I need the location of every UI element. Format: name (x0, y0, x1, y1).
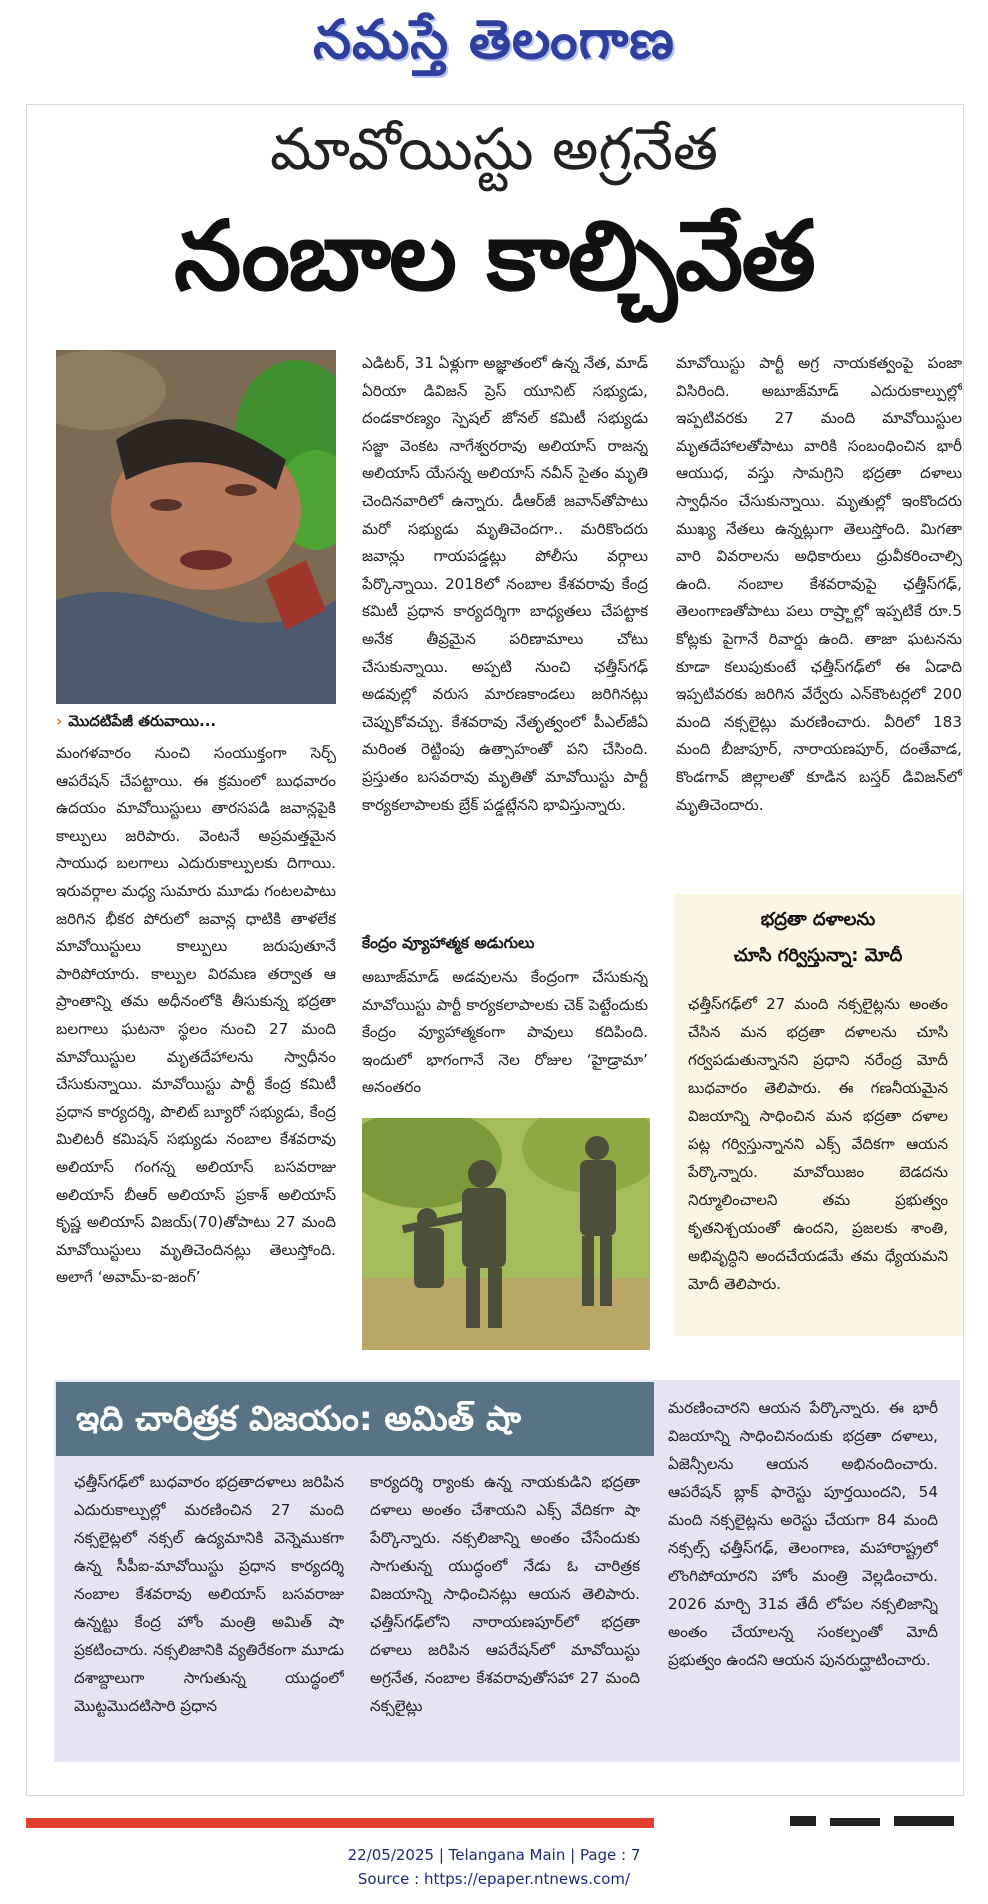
photo-caption (56, 708, 336, 734)
article-headline: నంబాల కాల్చివేత (174, 200, 814, 312)
modi-sidebar-body: ఛత్తీస్‌గఢ్‌లో 27 మంది నక్సలైట్లను అంతం చేసిన మన భద్రతా దళాలను చూసి గర్వపడుతున్నానని ప్రధాని నరేంద్ర మోదీ బుధవారం తెలిపారు. ఈ గణనీయమైన విజయాన్ని సాధించిన మన భద్రతా దళాల పట్ల గర్విస్తున్నానని ఎక్స్ వేదికగా ఆయన పేర్కొన్నారు. మావోయిజం బెడదను నిర్మూలించాలని తమ ప్రభుత్వం కృతనిశ్చయంతో ఉందని, ప్రజలకు శాంతి, అభివృద్ధిని అందచేయడమే తమ ధ్యేయమని మోదీ తెలిపారు. (688, 995, 948, 1293)
masthead (0, 0, 988, 78)
amit-shah-title: ఇది చారిత్రక విజయం: అమిత్ షా (76, 1399, 521, 1439)
article-column-2b (362, 964, 648, 1108)
modi-sidebar (674, 894, 962, 1336)
article-column-3-text: మావోయిస్టు పార్టీ అగ్ర నాయకత్వంపై పంజా విసిరింది. అబూజ్‌మాడ్ ఎదురుకాల్పుల్లో ఇప్పటివరకు 27 మంది మావోయిస్టుల మృతదేహాలతోపాటు వారికి సంబంధించిన భారీ ఆయుధ, వస్తు సామగ్రిని భద్రతా దళాలు స్వాధీనం చేసుకున్నాయి. మృతుల్లో ఇంకొందరు ముఖ్య నేతలు ఉన్నట్లుగా తెలుస్తోంది. మిగతా వారి వివరాలను అధికారులు ధ్రువీకరించాల్సి ఉంది. నంబాల కేశవరావుపై ఛత్తీస్‌గఢ్, తెలంగాణతోపాటు పలు రాష్ర్టాల్లో ఇప్పటికే రూ.5 కోట్లకు పైగానే రివార్డు ఉంది. తాజా ఘటనను కూడా కలుపుకుంటే ఛత్తీస్‌గఢ్‌లో ఈ ఏడాది ఇప్పటివరకు జరిగిన వేర్వేరు ఎన్‌కౌంటర్లలో 200 మంది నక్సలైట్లు మరణించారు. వీరిలో 183 మంది బీజాపూర్, నారాయణపూర్, దంతేవాడ, కొండగావ్ జిల్లాలతో కూడిన బస్తర్ డివిజన్‌లో మృతిచెందారు. (676, 354, 962, 814)
photo-caption-text: మొదటిపేజీ తరువాయి... (68, 712, 217, 730)
section-subhead: కేంద్రం వ్యూహాత్మక అడుగులు (362, 934, 535, 952)
amit-column-2 (370, 1468, 640, 1758)
cropped-heading-fragment (790, 1810, 960, 1828)
modi-title-line1: భద్రతా దళాలను (760, 909, 876, 930)
amit-column-2-text: కార్యదర్శి ర్యాంకు ఉన్న నాయకుడిని భద్రతా దళాలు అంతం చేశాయని ఎక్స్ వేదికగా షా పేర్కొన్నారు. నక్సలిజాన్ని అంతం చేసేందుకు సాగుతున్న యుద్ధంలో నేడు ఓ చారిత్రక విజయాన్ని సాధించినట్లు ఆయన తెలిపారు. ఛత్తీస్‌గఢ్‌లోని నారాయణపూర్‌లో భద్రతా దళాలు జరిపిన ఆపరేషన్‌లో మావోయిస్టు అగ్రనేత, నంబాల కేశవరావుతోసహా 27 మంది నక్సలైట్లు (370, 1473, 640, 1715)
amit-shah-banner (56, 1382, 654, 1456)
article-column-1 (56, 740, 336, 1340)
article-kicker: మావోయిస్టు అగ్రనేత (269, 115, 719, 183)
bottom-red-rule (26, 1818, 654, 1828)
amit-column-1 (74, 1468, 344, 1758)
footer-source-line: Source : https://epaper.ntnews.com/ (357, 1870, 631, 1888)
footer-date-line: 22/05/2025 | Telangana Main | Page : 7 (347, 1846, 641, 1864)
chevron-right-icon: › (56, 712, 63, 730)
amit-column-1-text: ఛత్తీస్‌గఢ్‌లో బుధవారం భద్రతాదళాలు జరిపిన ఎదురుకాల్పుల్లో మరణించిన 27 మంది నక్సలైట్లలో నక్సల్ ఉద్యమానికి వెన్నెముకగా ఉన్న సీపీఐ-మావోయిస్టు ప్రధాన కార్యదర్శి నంబాల కేశవరావు అలియాస్ బసవరాజు ఉన్నట్టు కేంద్ర హోం మంత్రి అమిత్ షా ప్రకటించారు. నక్సలిజానికి వ్యతిరేకంగా మూడు దశాబ్దాలుగా సాగుతున్న యుద్ధంలో మొట్టమొదటిసారి ప్రధాన (74, 1473, 344, 1715)
article-column-2 (362, 350, 648, 914)
masthead-title: నమస్తే తెలంగాణ (313, 7, 675, 71)
modi-sidebar-title (674, 894, 962, 974)
article-column-2-text: ఎడిటర్, 31 ఏళ్లుగా అజ్ఞాతంలో ఉన్న నేత, మాడ్ ఏరియా డివిజన్ ప్రెస్ యూనిట్ సభ్యుడు, దండకారణ్యం స్పెషల్ జోనల్ కమిటీ సభ్యుడు సజ్జా వెంకట నాగేశ్వరరావు అలియాస్ రాజన్న అలియాస్ యేసన్న అలియాస్ నవీన్ సైతం మృతి చెందినవారిలో ఉన్నారు. డీఆర్‌జీ జవాన్‌తోపాటు మరో సభ్యుడు మృతిచెందగా.. మరికొందరు జవాన్లు గాయపడ్డట్లు పోలీసు వర్గాలు పేర్కొన్నాయి. 2018లో నంబాల కేశవరావు కేంద్ర కమిటీ ప్రధాన కార్యదర్శిగా బాధ్యతలు చేపట్టాక అనేక తీవ్రమైన పరిణామాలు చోటు చేసుకున్నాయి. అప్పటి నుంచి ఛత్తీస్‌గఢ్ అడవుల్లో వరుస మారణకాండలు జరిగినట్లు చెప్పుకోవచ్చు. కేశవరావు నేతృత్వంలో పీఎల్‌జీఏ మరింత రెట్టింపు ఉత్సాహంతో పని చేసింది. ప్రస్తుతం బసవరావు మృతితో మావోయిస్టు పార్టీ కార్యకలాపాలకు బ్రేక్ పడ్డట్లేనని భావిస్తున్నారు. (362, 354, 648, 814)
soldiers-photo (362, 1118, 650, 1350)
article-column-2b-text: అబూజ్‌మాడ్ అడవులను కేంద్రంగా చేసుకున్న మావోయిస్టు పార్టీ కార్యకలాపాలకు చెక్ పెట్టేందుకు కేంద్రం వ్యూహాత్మకంగా పావులు కదిపింది. ఇందులో భాగంగానే నెల రోజుల ‘హైడ్రామా’ అనంతరం (362, 968, 648, 1097)
article-column-3 (676, 350, 962, 880)
modi-title-line2: చూసి గర్విస్తున్నా: మోదీ (733, 945, 903, 966)
leader-photo (56, 350, 336, 704)
amit-column-3-text: మరణించారని ఆయన పేర్కొన్నారు. ఈ భారీ విజయాన్ని సాధించినందుకు భద్రతా దళాలు, ఏజెన్సీలను ఆయన అభినందించారు. ఆపరేషన్ బ్లాక్ ఫారెస్టు పూర్తయిందని, 54 మంది నక్సలైట్లను అరెస్టు చేయగా 84 మంది నక్సల్స్ ఛత్తీస్‌గఢ్, తెలంగాణ, మహారాష్ట్రలో లొంగిపోయారని హోం మంత్రి వెల్లడించారు. 2026 మార్చి 31వ తేదీ లోపల నక్సలిజాన్ని అంతం చేయాలన్న సంకల్పంతో మోదీ ప్రభుత్వం ఉందని ఆయన పునరుద్ఘాటించారు. (668, 1399, 938, 1669)
amit-column-3 (668, 1394, 938, 1758)
article-column-1-text: మంగళవారం నుంచి సంయుక్తంగా సెర్చ్ ఆపరేషన్ చేపట్టాయి. ఈ క్రమంలో బుధవారం ఉదయం మావోయిస్టులు తారసపడి జవాన్లపైకి కాల్పులు జరిపారు. వెంటనే అప్రమత్తమైన సాయుధ బలగాలు ఎదురుకాల్పులకు దిగాయి. ఇరువర్గాల మధ్య సుమారు మూడు గంటలపాటు జరిగిన భీకర పోరులో జవాన్ల ధాటికి తాళలేక మావోయిస్టులు కాల్పులు జరుపుతూనే పారిపోయారు. కాల్పుల విరమణ తర్వాత ఆ ప్రాంతాన్ని తమ అధీనంలోకి తీసుకున్న భద్రతా బలగాలు ఘటనా స్థలం నుంచి 27 మంది మావోయిస్టుల మృతదేహాలను స్వాధీనం చేసుకున్నాయి. మావోయిస్టు పార్టీ కేంద్ర కమిటీ ప్రధాన కార్యదర్శి, పొలిట్ బ్యూరో సభ్యుడు, కేంద్ర మిలిటరీ కమిషన్ సభ్యుడు నంబాల కేశవరావు అలియాస్ గంగన్న అలియాస్ బసవరాజు అలియాస్ బీఆర్ అలియాస్ ప్రకాశ్ అలియాస్ కృష్ణ అలియాస్ విజయ్(70)తోపాటు 27 మంది మావోయిస్టులు మృతిచెందినట్లు తెలుస్తోంది. అలాగే ‘అవామ్-ఐ-జంగ్’ (56, 744, 336, 1287)
